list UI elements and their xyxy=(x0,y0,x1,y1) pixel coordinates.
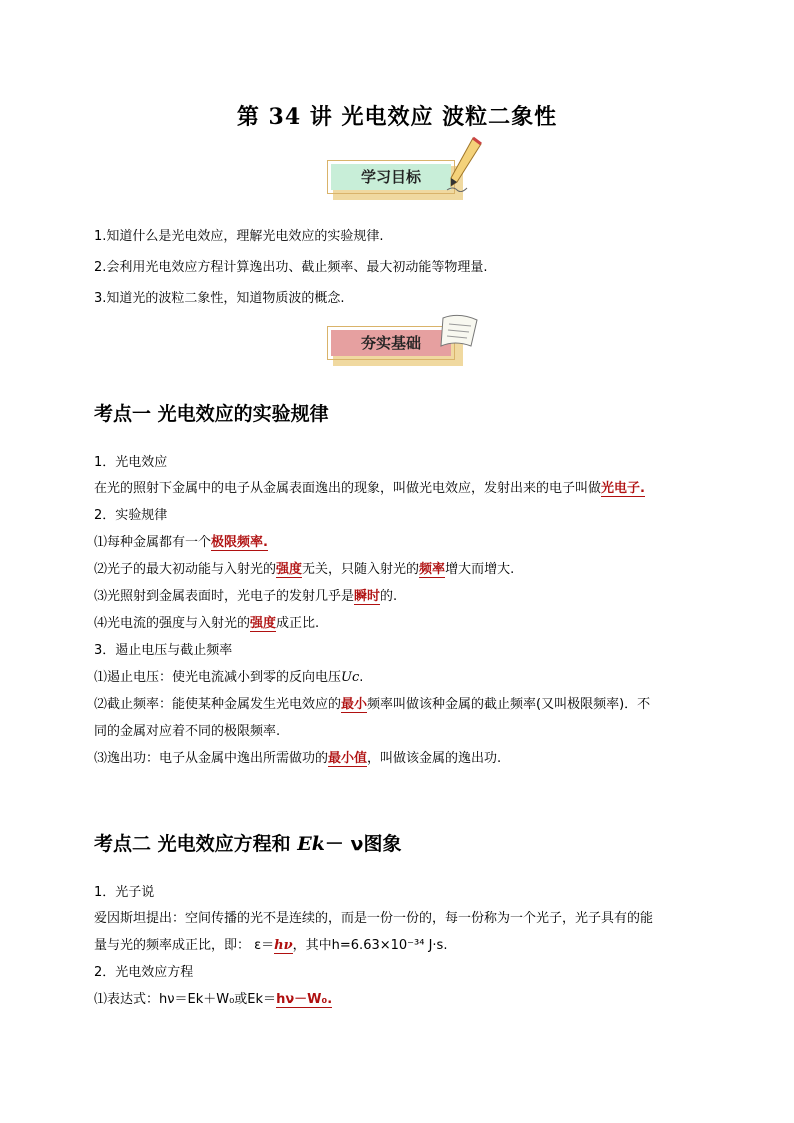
rule-item: ⑵光子的最大初动能与入射光的强度无关，只随入射光的频率增大而增大. xyxy=(94,562,515,577)
item-title: 3．遏止电压与截止频率 xyxy=(94,643,233,658)
paragraph: 在光的照射下金属中的电子从金属表面逸出的现象，叫做光电效应，发射出来的电子叫做光电子. xyxy=(94,481,645,496)
scroll-icon xyxy=(437,312,483,352)
answer-highlight: 强度 xyxy=(276,562,303,577)
page-title: 第 34 讲 光电效应 波粒二象性 xyxy=(236,104,558,130)
item-title: 1．光电效应 xyxy=(94,455,168,470)
equation: ⑴表达式：hν＝Ek＋W₀或Ek＝hν－W₀. xyxy=(94,992,333,1007)
item-title: 2．光电效应方程 xyxy=(94,965,194,980)
answer-highlight: 最小 xyxy=(341,697,368,712)
goals-banner-label: 学习目标 xyxy=(360,168,421,186)
basics-banner xyxy=(327,326,463,366)
basics-banner-label: 夯实基础 xyxy=(360,334,421,352)
answer-highlight: 极限频率. xyxy=(211,535,268,550)
rule-item-continued: 同的金属对应着不同的极限频率. xyxy=(94,724,281,739)
paragraph: 量与光的频率成正比，即： ε＝hν，其中h=6.63×10⁻³⁴ J·s. xyxy=(94,938,448,953)
rule-item: ⑶光照射到金属表面时，光电子的发射几乎是瞬时的. xyxy=(94,589,398,604)
answer-highlight: hν xyxy=(274,938,293,953)
goal-item: 2.会利用光电效应方程计算逸出功、截止频率、最大初动能等物理量. xyxy=(94,260,488,275)
section-heading: 考点二 光电效应方程和 Ek－ ν图象 xyxy=(94,833,402,855)
answer-highlight: 最小值 xyxy=(328,751,368,766)
math-symbol: Ek xyxy=(297,833,325,855)
paragraph: 爱因斯坦提出：空间传播的光不是连续的，而是一份一份的，每一份称为一个光子，光子具有的能 xyxy=(94,911,654,926)
pencil-icon xyxy=(445,136,485,192)
rule-item: ⑴遏止电压：使光电流减小到零的反向电压Uc. xyxy=(94,670,364,685)
goal-item: 3.知道光的波粒二象性，知道物质波的概念. xyxy=(94,291,345,306)
answer-highlight: 瞬时 xyxy=(354,589,381,604)
answer-highlight: 频率 xyxy=(419,562,446,577)
item-title: 1．光子说 xyxy=(94,885,155,900)
rule-item: ⑵截止频率：能使某种金属发生光电效应的最小频率叫做该种金属的截止频率(又叫极限频率)．不 xyxy=(94,697,651,712)
answer-highlight: hν－W₀. xyxy=(276,992,333,1007)
rule-item: ⑶逸出功：电子从金属中逸出所需做功的最小值，叫做该金属的逸出功. xyxy=(94,751,502,766)
answer-highlight: 强度 xyxy=(250,616,277,631)
section-heading: 考点一 光电效应的实验规律 xyxy=(94,403,329,425)
rule-item: ⑴每种金属都有一个极限频率. xyxy=(94,535,268,550)
math-symbol: Uc xyxy=(341,670,360,685)
rule-item: ⑷光电流的强度与入射光的强度成正比. xyxy=(94,616,320,631)
goal-item: 1.知道什么是光电效应，理解光电效应的实验规律. xyxy=(94,229,384,244)
goals-banner xyxy=(327,160,463,200)
answer-highlight: 光电子. xyxy=(601,481,645,496)
item-title: 2．实验规律 xyxy=(94,508,168,523)
